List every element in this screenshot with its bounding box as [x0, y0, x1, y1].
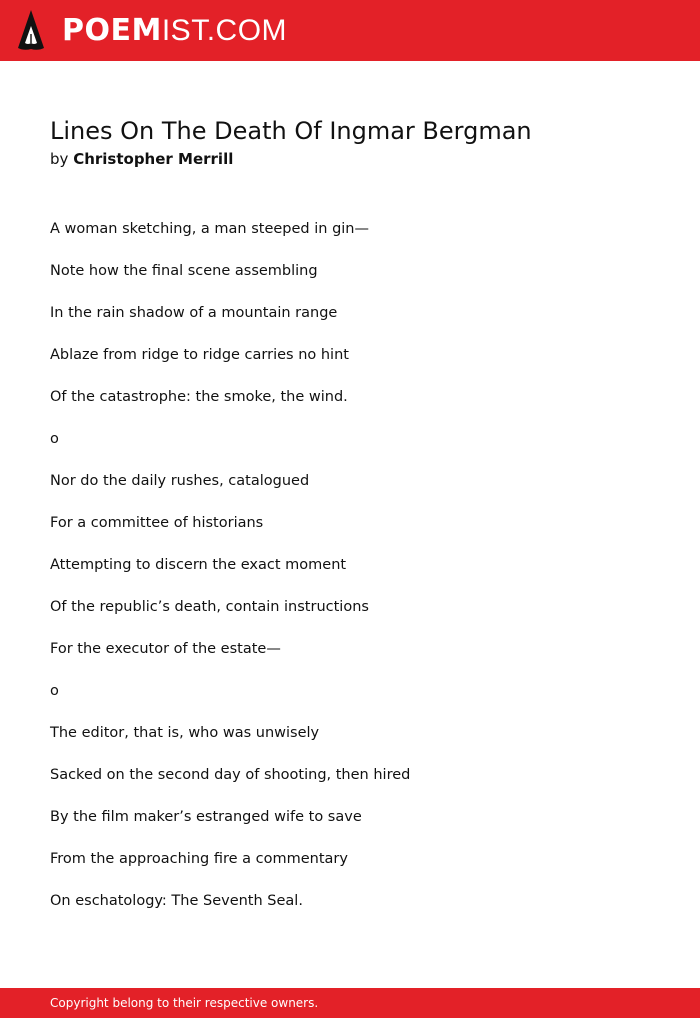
- copyright-text: Copyright belong to their respective owners.: [50, 996, 319, 1010]
- poem-body: [50, 219, 650, 933]
- poem-line: On eschatology: The Seventh Seal.: [50, 893, 303, 909]
- logo-bold-text: POEM: [62, 13, 162, 48]
- poem-line: Ablaze from ridge to ridge carries no hint: [50, 347, 349, 363]
- poem-line: Of the republic’s death, contain instructions: [50, 599, 369, 615]
- poem-line: Sacked on the second day of shooting, then hired: [50, 767, 411, 783]
- author-name: Christopher Merrill: [73, 150, 234, 168]
- poem-line: By the film maker’s estranged wife to save: [50, 809, 362, 825]
- site-logo-wordmark[interactable]: [62, 13, 287, 49]
- pen-nib-icon[interactable]: [18, 10, 44, 51]
- poem-line: A woman sketching, a man steeped in gin—: [50, 221, 369, 237]
- poem-line: Note how the final scene assembling: [50, 263, 318, 279]
- poem-line: Attempting to discern the exact moment: [50, 557, 347, 573]
- poem-title: Lines On The Death Of Ingmar Bergman: [50, 117, 532, 145]
- logo-light-text: IST.COM: [161, 14, 288, 47]
- poem-line: Of the catastrophe: the smoke, the wind.: [50, 389, 348, 405]
- site-footer: [0, 988, 700, 1018]
- poem-line: From the approaching fire a commentary: [50, 851, 348, 867]
- stanza-separator: o: [50, 683, 59, 699]
- poem-line: In the rain shadow of a mountain range: [50, 305, 338, 321]
- poem-line: The editor, that is, who was unwisely: [50, 725, 320, 741]
- stanza-separator: o: [50, 431, 59, 447]
- by-label: by: [50, 150, 69, 168]
- poem-line: For the executor of the estate—: [50, 641, 281, 657]
- poem-byline: [50, 148, 233, 170]
- site-header: [0, 0, 700, 61]
- poem-line: For a committee of historians: [50, 515, 264, 531]
- poem-line: Nor do the daily rushes, catalogued: [50, 473, 310, 489]
